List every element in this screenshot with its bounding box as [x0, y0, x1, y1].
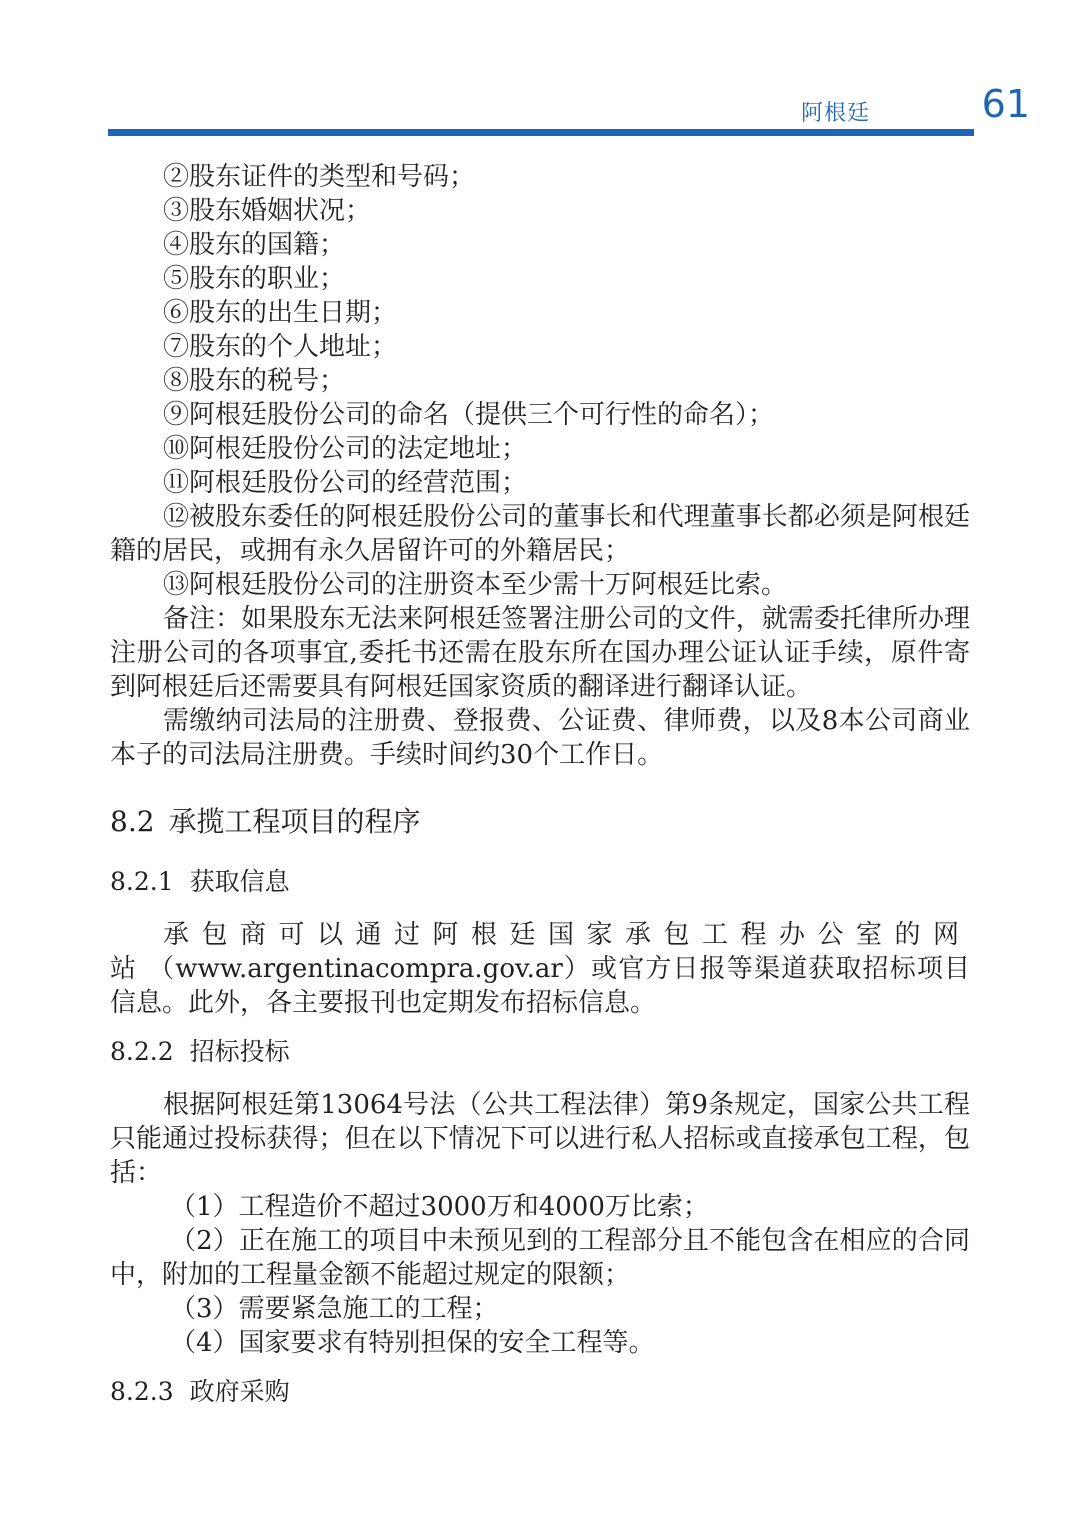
- section-title: 政府采购: [189, 1377, 290, 1406]
- section-number: 8.2.3: [110, 1377, 174, 1406]
- info-paragraph-line1: 承包商可以通过阿根廷国家承包工程办公室的网站: [110, 920, 970, 984]
- section-number: 8.2: [110, 805, 155, 838]
- list-item: ⑪阿根廷股份公司的经营范围；: [163, 468, 528, 498]
- list-item: ②股东证件的类型和号码；: [163, 162, 476, 192]
- list-item: ④股东的国籍；: [163, 230, 346, 260]
- list-item-13: ⑬阿根廷股份公司的注册资本至少需十万阿根廷比索。: [163, 570, 788, 600]
- note-paragraph: 备注：如果股东无法来阿根廷签署注册公司的文件，就需委托律所办理注册公司的各项事宜,委托书还需在股东所在国办理公证认证手续，原件寄到阿根廷后还需要具有阿根廷国家资质的翻译进行翻译认证。: [110, 604, 970, 702]
- section-title: 获取信息: [189, 867, 290, 896]
- fees-paragraph: 需缴纳司法局的注册费、登报费、公证费、律师费，以及8本公司商业本子的司法局注册费。手续时间约30个工作日。: [110, 706, 970, 770]
- bidding-item: （4）国家要求有特别担保的安全工程等。: [170, 1328, 655, 1358]
- list-item: ⑥股东的出生日期；: [163, 298, 398, 328]
- section-number: 8.2.1: [110, 867, 174, 896]
- section-heading-8-2: [110, 802, 970, 842]
- section-title: 招标投标: [189, 1037, 290, 1066]
- list-item: ⑤股东的职业；: [163, 264, 346, 294]
- section-number: 8.2.2: [110, 1037, 174, 1066]
- page-number: 61: [981, 82, 1030, 126]
- list-item: ⑧股东的税号；: [163, 366, 346, 396]
- list-item: ⑩阿根廷股份公司的法定地址；: [163, 434, 528, 464]
- section-heading-8-2-1: [110, 864, 970, 900]
- bidding-item: （2）正在施工的项目中未预见到的工程部分且不能包含在相应的合同中，附加的工程量金额不能超过规定的限额；: [110, 1226, 970, 1290]
- page-body: [110, 160, 970, 1428]
- list-item-12: ⑫被股东委任的阿根廷股份公司的董事长和代理董事长都必须是阿根廷籍的居民，或拥有永久居留许可的外籍居民；: [110, 502, 970, 566]
- section-heading-8-2-3: [110, 1374, 970, 1410]
- list-item: ③股东婚姻状况；: [163, 196, 372, 226]
- info-paragraph: [110, 918, 970, 1020]
- bidding-item: （1）工程造价不超过3000万和4000万比索；: [170, 1192, 709, 1222]
- section-heading-8-2-2: [110, 1034, 970, 1070]
- section-title: 承揽工程项目的程序: [168, 805, 421, 838]
- header-rule: [108, 129, 974, 136]
- header-section-title: 阿根廷: [800, 101, 870, 126]
- info-paragraph-rest: （www.argentinacompra.gov.ar）或官方日报等渠道获取招标项目信息。此外，各主要报刊也定期发布招标信息。: [110, 954, 970, 1018]
- bidding-intro: 根据阿根廷第13064号法（公共工程法律）第9条规定，国家公共工程只能通过投标获得；但在以下情况下可以进行私人招标或直接承包工程，包括：: [110, 1090, 970, 1188]
- list-item: ⑦股东的个人地址；: [163, 332, 398, 362]
- bidding-item: （3）需要紧急施工的工程；: [170, 1294, 499, 1324]
- list-item: ⑨阿根廷股份公司的命名（提供三个可行性的命名）；: [163, 400, 775, 430]
